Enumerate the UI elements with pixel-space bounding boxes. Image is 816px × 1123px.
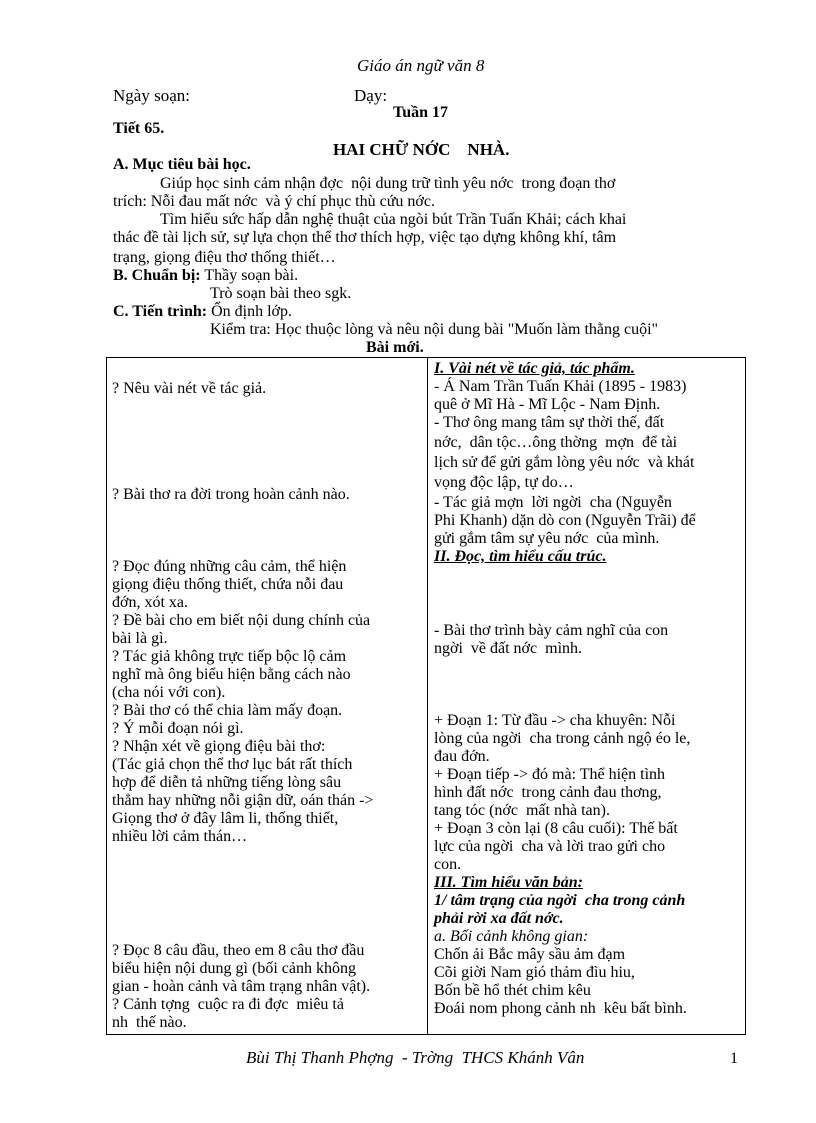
poem-line: Cõi giời Nam gió thảm đìu hiu,	[434, 964, 635, 981]
table-row: lòng của ngời cha trong cảnh ngộ éo le,	[434, 730, 691, 747]
table-row: ? Cảnh tợng cuộc ra đi đợc miêu tả	[112, 996, 344, 1013]
table-row: gửi gắm tâm sự yêu nớc của mình.	[434, 530, 660, 547]
page-number: 1	[730, 1050, 738, 1067]
table-row: Giọng thơ ở đây lâm li, thống thiết,	[112, 810, 339, 827]
step-check: Kiểm tra: Học thuộc lòng và nêu nội dung bài "Muốn làm thằng cuội"	[210, 321, 659, 338]
table-row: ? Nhận xét về giọng điệu bài thơ:	[112, 738, 326, 755]
questions-first-stanza	[112, 942, 370, 1032]
lesson-title: HAI CHỮ NỚC NHÀ.	[333, 140, 510, 159]
section-heading: III. Tìm hiểu văn bản:	[434, 874, 583, 891]
table-row: - Thơ ông mang tâm sự thời thế, đất	[434, 414, 665, 431]
table-row: con.	[434, 856, 462, 873]
table-row: ? Nêu vài nét về tác giả.	[112, 380, 267, 397]
poem-line: Bốn bề hổ thét chim kêu	[434, 982, 591, 999]
table-row: - Tác giả mợn lời ngời cha (Nguyễn	[434, 494, 672, 511]
table-row: ngời về đất nớc mình.	[434, 640, 583, 657]
table-row: vọng độc lập, tự do…	[434, 474, 574, 491]
table-row: ? Tác giả không trực tiếp bộc lộ cảm	[112, 648, 347, 665]
prep-date-label: Ngày soạn:	[113, 86, 190, 105]
lesson-number: Tiết 65.	[113, 120, 165, 137]
table-row: ? Đọc 8 câu đầu, theo em 8 câu thơ đầu	[112, 942, 365, 959]
table-row: giọng điệu thống thiết, chứa nỗi đau	[112, 576, 344, 593]
section-a-heading: A. Mục tiêu bài học.	[113, 156, 251, 173]
table-row: lịch sử để gửi gắm lòng yêu nớc và khát	[434, 454, 695, 471]
table-row: hình đất nớc trong cảnh đau thơng,	[434, 784, 662, 801]
table-row: gian - hoàn cảnh và tâm trạng nhân vật).	[112, 978, 371, 995]
table-row: biểu hiện nội dung gì (bối cảnh không	[112, 960, 356, 977]
section-c	[113, 302, 292, 322]
right-section-1	[434, 360, 696, 566]
right-section-2-parts	[434, 712, 690, 1018]
question-context	[112, 486, 350, 504]
table-row: nớc, dân tộc…ông thờng mợn để tài	[434, 434, 678, 451]
table-row: ? Bài thơ ra đời trong hoàn cảnh nào.	[112, 486, 350, 503]
poem-line: Chốn ải Bắc mây sầu ảm đạm	[434, 946, 626, 963]
new-lesson-heading: Bài mới.	[366, 339, 424, 356]
table-row: + Đoạn 1: Từ đầu -> cha khuyên: Nỗi	[434, 712, 676, 729]
table-row: tang tóc (nớc mất nhà tan).	[434, 802, 610, 819]
section-b-heading: B. Chuẩn bị:	[113, 267, 201, 284]
section-a-line: thác đề tài lịch sử, sự lựa chọn thể thơ thích hợp, việc tạo dựng không khí, tâm	[113, 229, 617, 246]
table-row: nh thế nào.	[112, 1014, 187, 1031]
table-row: bài là gì.	[112, 630, 168, 647]
poem-line: Đoái nom phong cảnh nh kêu bất bình.	[434, 1000, 687, 1017]
question-author	[112, 380, 266, 398]
table-row: ? Đề bài cho em biết nội dung chính của	[112, 612, 371, 629]
table-row: quê ở Mĩ Hà - Mĩ Lộc - Nam Định.	[434, 396, 661, 413]
table-row: đớn, xót xa.	[112, 594, 189, 611]
table-row: thẳm hay những nỗi giận dữ, oán thán ->	[112, 792, 374, 809]
table-row: ? Bài thơ có thể chia làm mấy đoạn.	[112, 702, 343, 719]
table-row: nghĩ mà ông biểu hiện bằng cách nào	[112, 666, 351, 683]
section-a-line: trạng, giọng điệu thơ thống thiết…	[113, 249, 336, 266]
section-c-heading: C. Tiến trình:	[113, 303, 208, 320]
page-header-title: Giáo án ngữ văn 8	[357, 56, 485, 75]
table-column-divider	[427, 357, 428, 1035]
teacher-prep: Thầy soạn bài.	[204, 267, 299, 284]
table-row: Phi Khanh) dặn dò con (Nguyễn Trãi) để	[434, 512, 696, 529]
teach-date-label: Dạy:	[354, 86, 388, 105]
table-row: nhiều lời cảm thán…	[112, 828, 248, 845]
student-prep: Trò soạn bài theo sgk.	[210, 285, 352, 302]
table-row: + Đoạn tiếp -> đó mà: Thể hiện tình	[434, 766, 666, 783]
subsection-heading: phải rời xa đất nớc.	[434, 910, 564, 927]
table-row: lực của ngời cha và lời trao gửi cho	[434, 838, 666, 855]
table-row: hợp để diễn tả những tiếng lòng sâu	[112, 774, 342, 791]
table-row: (Tác giả chọn thể thơ lục bát rất thích	[112, 756, 353, 773]
step-stabilize: Ổn định lớp.	[211, 303, 292, 320]
subsection-heading: a. Bối cảnh không gian:	[434, 928, 589, 945]
table-row: ? Đọc đúng những câu cảm, thể hiện	[112, 558, 347, 575]
table-row: đau đớn.	[434, 748, 490, 765]
questions-reading	[112, 558, 373, 846]
section-b	[113, 266, 298, 286]
section-a-line: Giúp học sinh cảm nhận đợc nội dung trữ tình yêu nớc trong đoạn thơ	[160, 175, 616, 192]
section-a-line: Tìm hiểu sức hấp dẫn nghệ thuật của ngòi bút Trần Tuấn Khải; cách khai	[160, 211, 627, 228]
table-row: ? Ý mỗi đoạn nói gì.	[112, 720, 244, 737]
footer-author: Bùi Thị Thanh Phợng - Trờng THCS Khánh Vân	[246, 1048, 585, 1067]
right-section-2-summary	[434, 622, 668, 658]
table-row: - Á Nam Trần Tuấn Khải (1895 - 1983)	[434, 378, 687, 395]
section-heading: II. Đọc, tìm hiểu cấu trúc.	[434, 548, 607, 565]
section-heading: I. Vài nét về tác giả, tác phẩm.	[434, 360, 635, 377]
section-a-line: trích: Nỗi đau mất nớc và ý chí phục thù cứu nớc.	[113, 193, 435, 210]
table-row: + Đoạn 3 còn lại (8 câu cuối): Thế bất	[434, 820, 678, 837]
subsection-heading: 1/ tâm trạng của ngời cha trong cảnh	[434, 892, 686, 909]
table-row: - Bài thơ trình bày cảm nghĩ của con	[434, 622, 669, 639]
week-label: Tuần 17	[393, 104, 448, 121]
table-row: (cha nói với con).	[112, 684, 226, 701]
